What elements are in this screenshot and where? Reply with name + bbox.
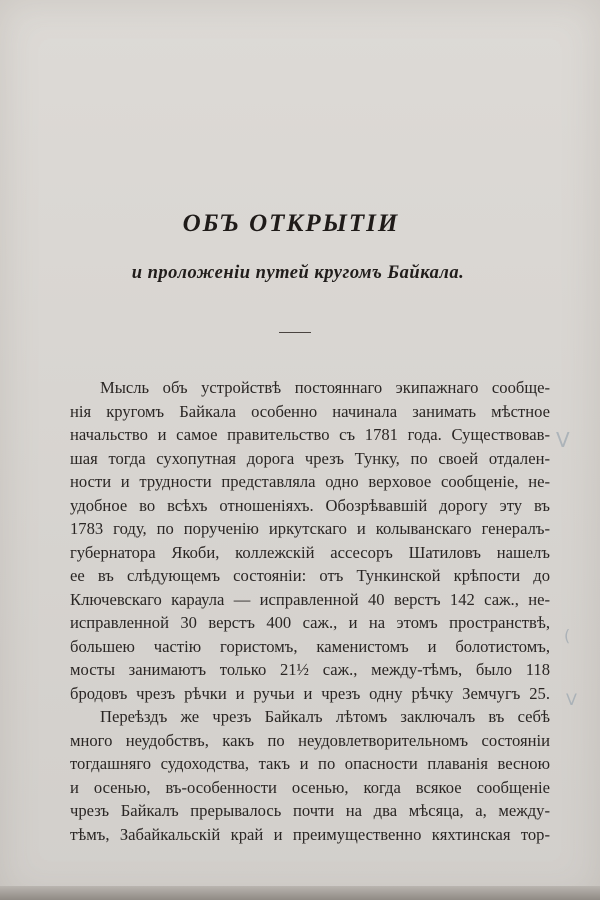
text-line: и осенью, въ-особенности осенью, когда всякое сообщеніе <box>70 777 550 797</box>
text-line: тогдашняго судоходства, такъ и по опасности плаванія весною <box>70 754 550 773</box>
margin-pencil-mark: V <box>556 428 570 452</box>
text-line: 1783 году, по порученію иркутскаго и колыванскаго генералъ- <box>70 519 550 538</box>
text-line: мосты занимаютъ только 21½ саж., между-тѣмъ, было 118 <box>70 660 550 679</box>
text-line: много неудобствъ, какъ по неудовлетворительномъ состояніи <box>70 730 550 750</box>
margin-pencil-mark: ( <box>564 626 571 645</box>
margin-pencil-mark: V <box>566 690 577 709</box>
page-subtitle: и проложеніи путей кругомъ Байкала. <box>131 263 465 283</box>
page-title: ОБЪ ОТКРЫТІИ <box>182 210 400 237</box>
text-line: нія кругомъ Байкала особенно начинала занимать мѣстное <box>70 401 550 421</box>
text-line: шая тогда сухопутная дорога чрезъ Тунку, по своей отдален- <box>70 448 550 468</box>
text-line: Ключевскаго караула — исправленной 40 верстъ 142 саж., не- <box>70 589 550 609</box>
text-line: губернатора Якоби, коллежскій ассесоръ Шатиловъ нашелъ <box>70 542 550 562</box>
text-line: тѣмъ, Забайкальскій край и преимущественно кяхтинская тор- <box>70 824 550 844</box>
title-divider <box>279 332 311 333</box>
text-line: удобное во всѣхъ отношеніяхъ. Обозрѣвавшій дорогу эту въ <box>70 495 550 515</box>
text-line: ее въ слѣдующемъ состояніи: отъ Тункинской крѣпости до <box>70 566 550 585</box>
text-line: Мысль объ устройствѣ постояннаго экипажнаго сообще- <box>100 378 550 397</box>
text-line: бродовъ чрезъ рѣчки и ручьи и чрезъ одну рѣчку Земчугъ 25. <box>70 683 550 703</box>
text-line: большею частію гористомъ, каменистомъ и болотистомъ, <box>70 636 550 656</box>
text-line: ности и трудности представляла одно верховое сообщеніе, не- <box>70 472 550 491</box>
page-bottom-edge <box>0 886 600 900</box>
body-text <box>70 376 550 846</box>
text-line: исправленной 30 верстъ 400 саж., и на этомъ пространствѣ, <box>70 613 550 632</box>
text-line: чрезъ Байкалъ прерывалось почти на два мѣсяца, а, между- <box>70 801 550 820</box>
text-line: Переѣздъ же чрезъ Байкалъ лѣтомъ заключалъ въ себѣ <box>100 707 550 726</box>
text-line: начальство и самое правительство съ 1781 года. Существовав- <box>70 425 550 444</box>
